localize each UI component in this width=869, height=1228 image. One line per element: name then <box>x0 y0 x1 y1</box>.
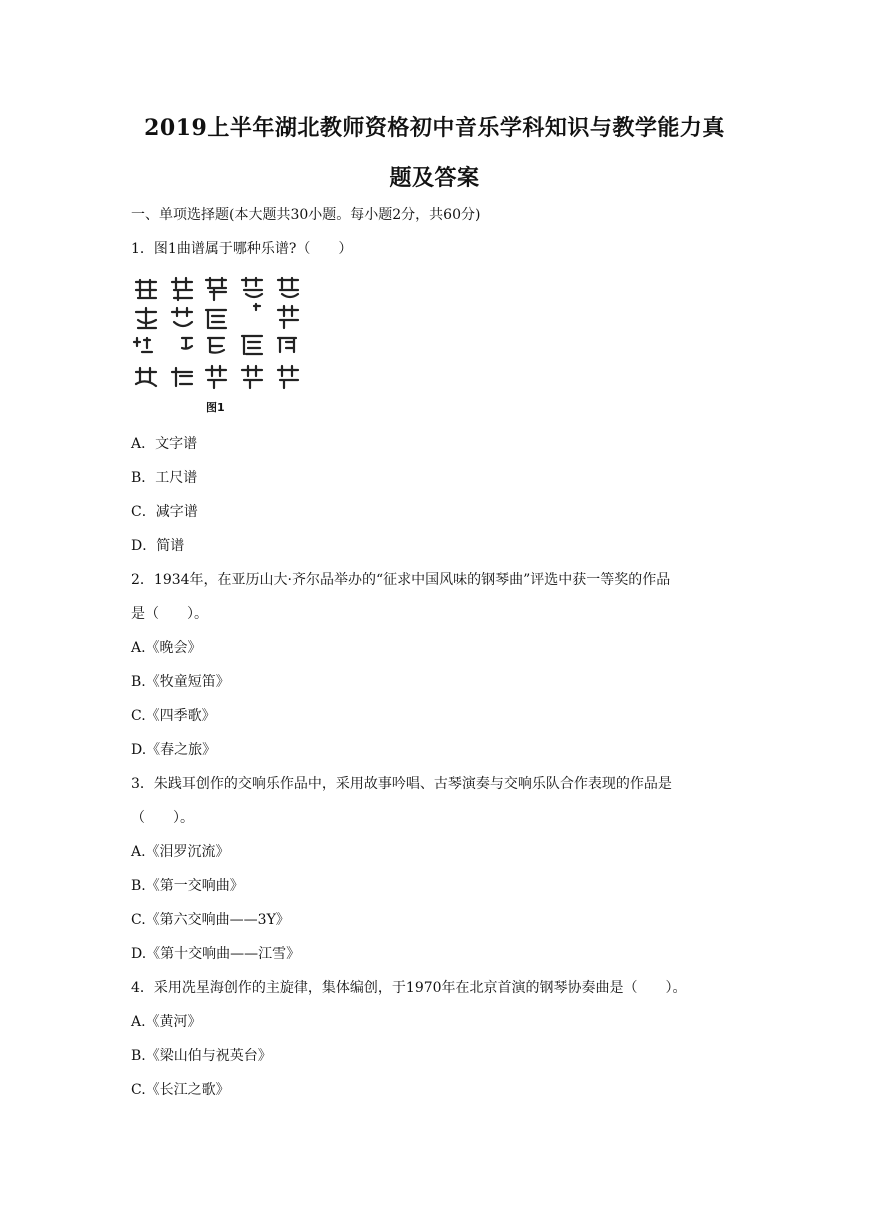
question-3-stem-line2: （ ）。 <box>131 810 194 826</box>
question-2-option-a: A.《晚会》 <box>131 640 202 656</box>
question-4-option-c: C.《长江之歌》 <box>131 1082 230 1098</box>
figure-1-caption: 图1 <box>206 401 225 414</box>
question-2-option-c: C.《四季歌》 <box>131 708 216 724</box>
question-3-option-c: C.《第六交响曲——3Y》 <box>131 912 290 928</box>
question-4-option-a: A.《黄河》 <box>131 1014 202 1030</box>
question-2-option-b: B.《牧童短笛》 <box>131 674 230 690</box>
question-3-option-a: A.《泪罗沉流》 <box>131 844 230 860</box>
question-1-stem: 1．图1曲谱属于哪种乐谱?（ ） <box>131 241 353 257</box>
question-1-option-d: D．简谱 <box>131 538 185 554</box>
question-2-stem-line1: 2．1934年，在亚历山大·齐尔品举办的“征求中国风味的钢琴曲”评选中获一等奖的作品 <box>131 572 671 588</box>
section-heading: 一、单项选择题(本大题共30小题。每小题2分，共60分) <box>131 207 481 223</box>
question-2-option-d: D.《春之旅》 <box>131 742 217 758</box>
question-1-option-a: A．文字谱 <box>131 436 198 452</box>
question-1-option-c: C．减字谱 <box>131 504 198 520</box>
question-3-option-d: D.《第十交响曲——江雪》 <box>131 946 301 962</box>
figure-1-score-image <box>130 276 305 416</box>
question-1-option-b: B．工尺谱 <box>131 470 198 486</box>
page-title-line2: 题及答案 <box>389 165 480 191</box>
question-4-option-b: B.《梁山伯与祝英台》 <box>131 1048 272 1064</box>
page-title-line1: 2019上半年湖北教师资格初中音乐学科知识与教学能力真 <box>144 115 725 141</box>
question-3-stem-line1: 3．朱践耳创作的交响乐作品中，采用故事吟唱、古琴演奏与交响乐队合作表现的作品是 <box>131 776 672 792</box>
question-3-option-b: B.《第一交响曲》 <box>131 878 244 894</box>
jianzipu-notation-image <box>130 276 305 416</box>
question-4-stem: 4．采用冼星海创作的主旋律，集体编创，于1970年在北京首演的钢琴协奏曲是（ ）。 <box>131 980 687 996</box>
question-2-stem-line2: 是（ ）。 <box>131 606 208 622</box>
